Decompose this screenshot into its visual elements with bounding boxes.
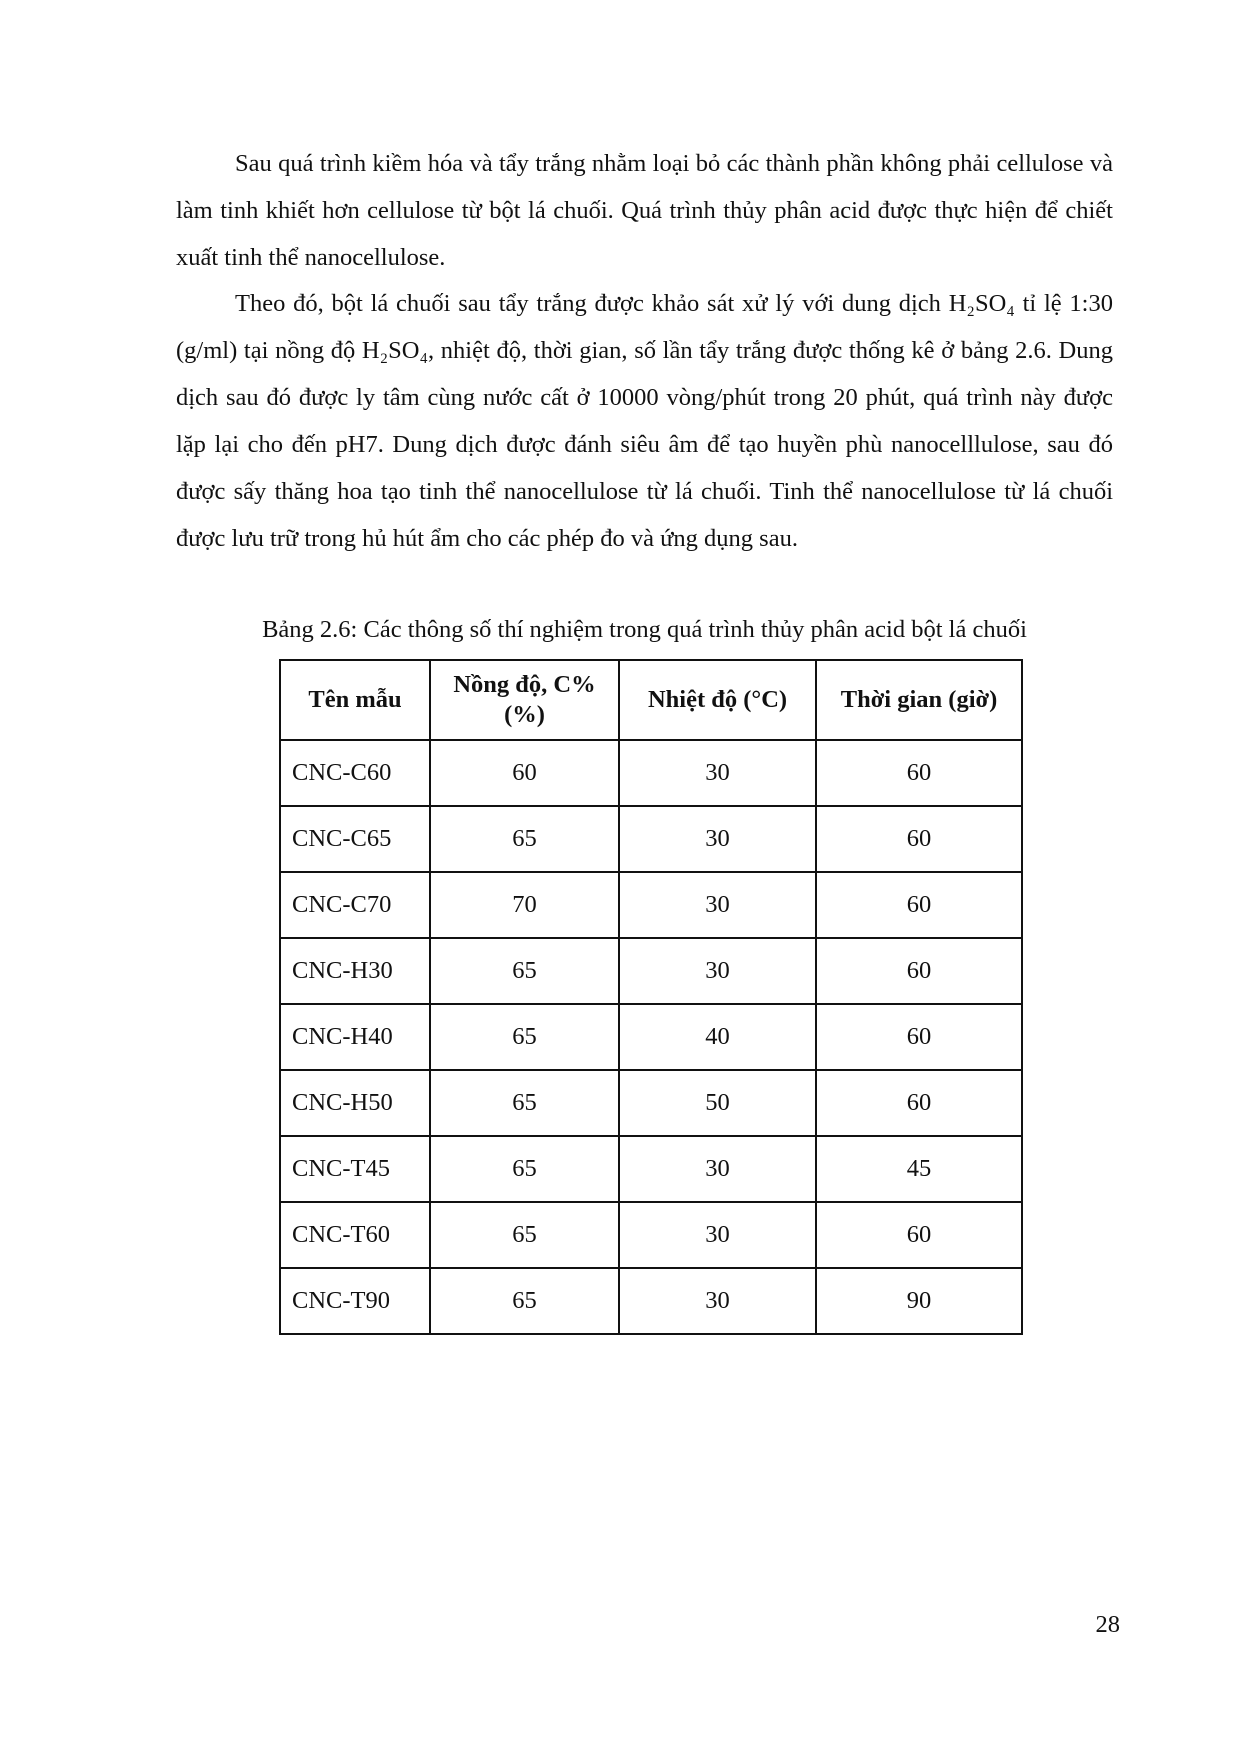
paragraph-2: [176, 280, 1113, 562]
cell-time: 60: [816, 872, 1022, 938]
table-row: [280, 872, 1022, 938]
paragraph-2-text: Theo đó, bột lá chuối sau tẩy trắng được khảo sát xử lý với dung dịch H₂SO₄ tỉ lệ 1:30 (g/ml) tại nồng độ H₂SO₄, nhiệt độ, thời gian, số lần tẩy trắng được thống kê ở bảng 2.6. Dung dịch sau đó được ly tâm cùng nước cất ở 10000 vòng/phút trong 20 phút, quá trình này được lặp lại cho đến pH7. Dung dịch được đánh siêu âm để tạo huyền phù nanocelllulose, sau đó được sấy thăng hoa tạo tinh thể nanocellulose từ lá chuối. Tinh thể nanocellulose từ lá chuối được lưu trữ trong hủ hút ẩm cho các phép đo và ứng dụng sau.: [176, 290, 1113, 552]
table-row: [280, 938, 1022, 1004]
cell-concentration: 65: [430, 1268, 619, 1334]
cell-temperature: 30: [619, 740, 816, 806]
cell-temperature: 30: [619, 1136, 816, 1202]
cell-time: 60: [816, 740, 1022, 806]
cell-time: 90: [816, 1268, 1022, 1334]
cell-sample-name: CNC-C70: [280, 872, 430, 938]
cell-concentration: 65: [430, 1136, 619, 1202]
cell-temperature: 30: [619, 872, 816, 938]
table-row: [280, 1268, 1022, 1334]
cell-sample-name: CNC-C65: [280, 806, 430, 872]
table-row: [280, 1202, 1022, 1268]
table-row: [280, 740, 1022, 806]
header-concentration: Nồng độ, C% (%): [430, 660, 619, 740]
header-time: Thời gian (giờ): [816, 660, 1022, 740]
cell-time: 60: [816, 1202, 1022, 1268]
cell-time: 60: [816, 1070, 1022, 1136]
cell-time: 60: [816, 806, 1022, 872]
cell-concentration: 65: [430, 938, 619, 1004]
table-row: [280, 1004, 1022, 1070]
cell-concentration: 65: [430, 1004, 619, 1070]
cell-temperature: 30: [619, 938, 816, 1004]
cell-sample-name: CNC-C60: [280, 740, 430, 806]
cell-sample-name: CNC-H30: [280, 938, 430, 1004]
cell-time: 60: [816, 1004, 1022, 1070]
parameters-table: [279, 659, 1023, 1335]
paragraph-1: [176, 140, 1113, 281]
cell-concentration: 70: [430, 872, 619, 938]
table-row: [280, 1136, 1022, 1202]
header-temperature: Nhiệt độ (°C): [619, 660, 816, 740]
table-row: [280, 806, 1022, 872]
cell-sample-name: CNC-T60: [280, 1202, 430, 1268]
cell-temperature: 30: [619, 1268, 816, 1334]
cell-concentration: 60: [430, 740, 619, 806]
cell-temperature: 50: [619, 1070, 816, 1136]
table-caption: Bảng 2.6: Các thông số thí nghiệm trong quá trình thủy phân acid bột lá chuối: [262, 616, 1027, 643]
cell-time: 45: [816, 1136, 1022, 1202]
cell-temperature: 40: [619, 1004, 816, 1070]
cell-time: 60: [816, 938, 1022, 1004]
cell-sample-name: CNC-H40: [280, 1004, 430, 1070]
cell-sample-name: CNC-H50: [280, 1070, 430, 1136]
table-header-row: [280, 660, 1022, 740]
header-sample-name: Tên mẫu: [280, 660, 430, 740]
cell-sample-name: CNC-T90: [280, 1268, 430, 1334]
paragraph-1-text: Sau quá trình kiềm hóa và tẩy trắng nhằm loại bỏ các thành phần không phải cellulose và làm tinh khiết hơn cellulose từ bột lá chuối. Quá trình thủy phân acid được thực hiện để chiết xuất tinh thể nanocellulose.: [176, 150, 1113, 271]
table-row: [280, 1070, 1022, 1136]
cell-concentration: 65: [430, 1070, 619, 1136]
cell-temperature: 30: [619, 1202, 816, 1268]
page-number: 28: [1095, 1611, 1120, 1638]
cell-concentration: 65: [430, 806, 619, 872]
cell-concentration: 65: [430, 1202, 619, 1268]
cell-sample-name: CNC-T45: [280, 1136, 430, 1202]
cell-temperature: 30: [619, 806, 816, 872]
